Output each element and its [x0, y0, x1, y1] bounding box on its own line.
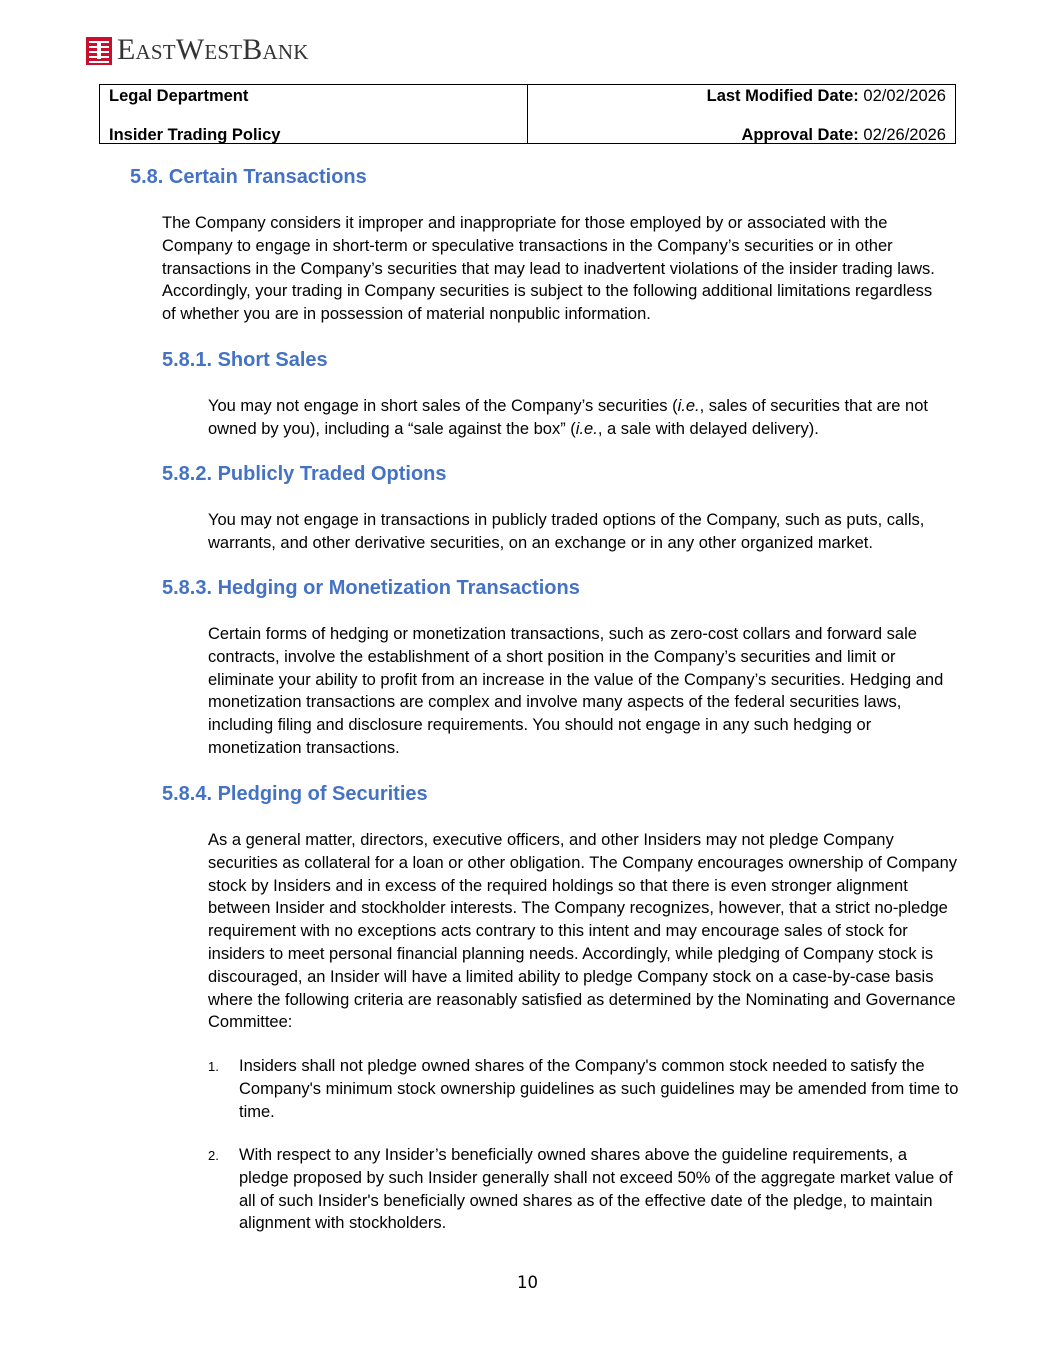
- approval-date: [741, 126, 946, 145]
- section-intro-paragraph: The Company considers it improper and inappropriate for those employed by or associated with the Company to engage in short-term or speculative transactions in the Company’s securities or in other transactions in the Company’s securities that may lead to inadvertent violations of the insider trading laws. Accordingly, your trading in Company securities is subject to the following additional limitations regardless of whether you are in possession of material nonpublic information.: [162, 214, 935, 324]
- short-sales-text-2: , sales of securities that are not owned by you), including a “sale against the box” (: [208, 397, 928, 438]
- subsection-heading-hedging: 5.8.3. Hedging or Monetization Transactions: [162, 577, 580, 599]
- last-modified-label: Last Modified Date:: [706, 87, 859, 105]
- bank-logo-icon: [86, 37, 112, 65]
- short-sales-text-3: , a sale with delayed delivery).: [597, 419, 819, 438]
- options-paragraph: You may not engage in transactions in publicly traded options of the Company, such as puts, calls, warrants, and other derivative securities, on an exchange or in any other organized market.: [208, 511, 925, 552]
- logo-wordmark: EASTWESTBANK: [117, 33, 309, 66]
- pledging-paragraph: As a general matter, directors, executive officers, and other Insiders may not pledge Company securities as collateral for a loan or other obligation. The Company encourages ownership of Company stock by Insiders and in excess of the required holdings so that there is even stronger alignment between Insider and stockholder interests. The Company recognizes, however, that a strict no-pledge requirement with no exceptions acts contrary to this intent and may encourage sales of stock for insiders to meet personal financial planning needs. Accordingly, while pledging of Company stock is discouraged, an Insider will have a limited ability to pledge Company stock on a case-by-case basis where the following criteria are reasonably satisfied as determined by the Nominating and Governance Committee:: [208, 831, 958, 1032]
- header-left-cell: [100, 85, 528, 143]
- policy-name: Insider Trading Policy: [109, 126, 281, 144]
- ie-abbreviation: i.e.: [575, 419, 598, 438]
- section-heading-certain-transactions: 5.8. Certain Transactions: [130, 166, 367, 188]
- last-modified-date: [707, 87, 946, 106]
- list-item: Insiders shall not pledge owned shares of the Company's common stock needed to satisfy the Company's minimum stock ownership guidelines as such guidelines may be amended from time to time.: [239, 1057, 959, 1121]
- department-label: Legal Department: [109, 87, 249, 105]
- hedging-paragraph: Certain forms of hedging or monetization transactions, such as zero-cost collars and forward sale contracts, involve the establishment of a short position in the Company’s securities and limit or eliminate your ability to profit from an increase in the value of the Company’s securities. Hedging and monetization transactions are complex and involve many aspects of the federal securities laws, including filing and disclosure requirements. You should not engage in any such hedging or monetization transactions.: [208, 625, 944, 757]
- subsection-heading-pledging: 5.8.4. Pledging of Securities: [162, 783, 428, 805]
- last-modified-value: 02/02/2026: [863, 87, 946, 105]
- list-item-number: 2.: [208, 1148, 219, 1163]
- short-sales-text-1: You may not engage in short sales of the Company’s securities (: [208, 397, 678, 415]
- list-item-number: 1.: [208, 1059, 219, 1074]
- ie-abbreviation: i.e.: [677, 397, 700, 415]
- header-right-cell: [528, 85, 955, 143]
- document-header-table: [99, 84, 956, 144]
- short-sales-paragraph: [208, 395, 953, 441]
- page-number: 10: [517, 1273, 538, 1292]
- subsection-heading-short-sales: 5.8.1. Short Sales: [162, 349, 328, 371]
- list-item: With respect to any Insider’s beneficially owned shares above the guideline requirements, a pledge proposed by such Insider generally shall not exceed 50% of the aggregate market value of all of such Insider's beneficially owned shares as of the effective date of the pledge, to maintain alignment with stockholders.: [239, 1146, 953, 1233]
- approval-value: 02/26/2026: [863, 126, 946, 144]
- approval-label: Approval Date:: [741, 126, 859, 144]
- east-west-bank-logo: [86, 33, 309, 66]
- subsection-heading-publicly-traded-options: 5.8.2. Publicly Traded Options: [162, 463, 447, 485]
